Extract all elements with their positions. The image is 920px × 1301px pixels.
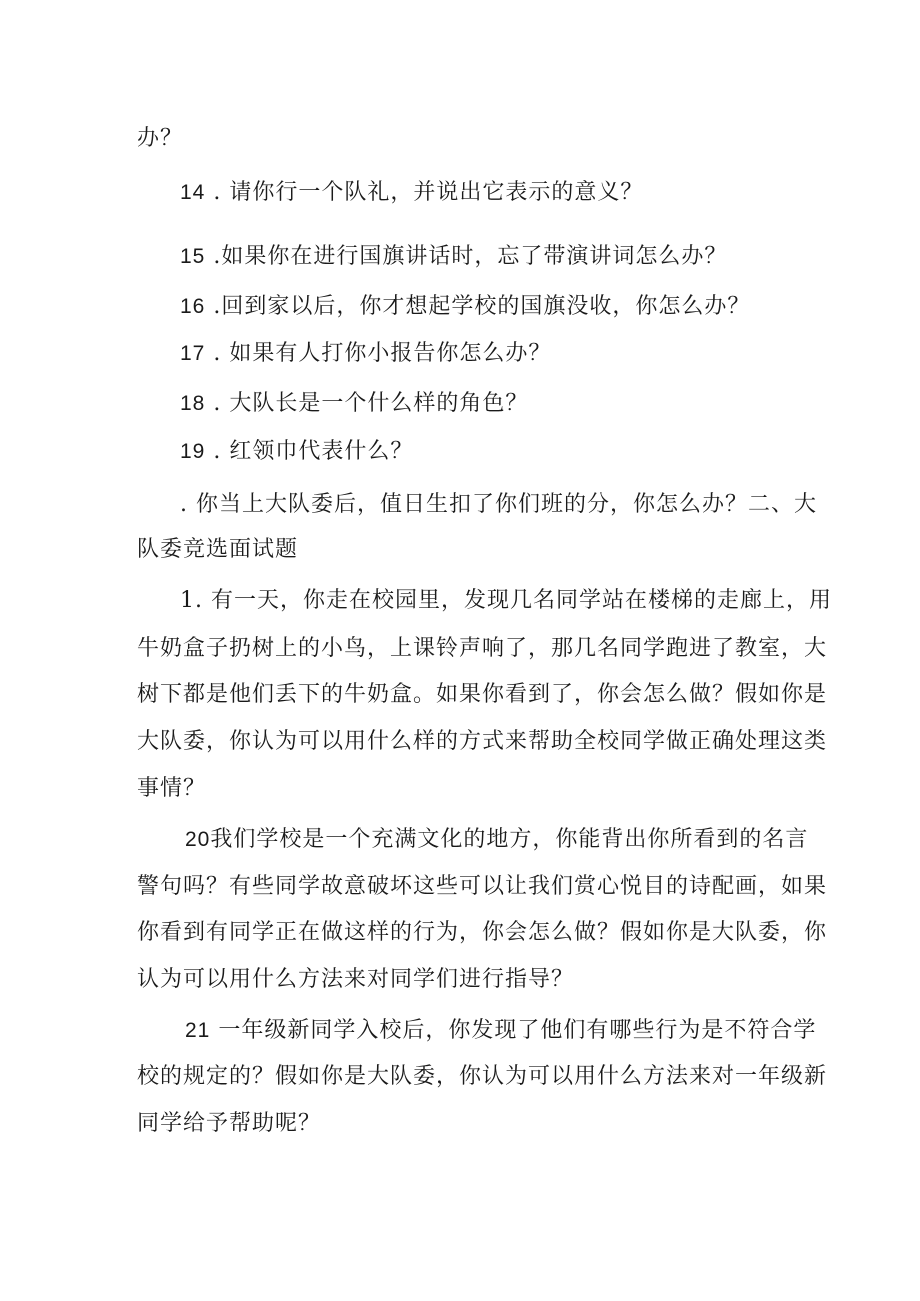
paragraph-number: 21 [185,1019,211,1042]
question-text: .回到家以后，你才想起学校的国旗没收，你怎么办？ [205,294,751,319]
paragraph-text: 一年级新同学入校后，你发现了他们有哪些行为是不符合学 [210,1018,817,1043]
paragraph-number: 20 [185,828,211,851]
question-text: . 大队长是一个什么样的角色？ [205,391,529,416]
paragraph-line: 牛奶盒子扔树上的小鸟，上课铃声响了，那几名同学跑进了教室，大 [137,636,828,661]
question-17 [180,343,551,365]
paragraph-first-line [185,1020,816,1042]
question-text: .如果你在进行国旗讲话时，忘了带演讲词怎么办？ [205,244,728,269]
question-text: . 请你行一个队礼，并说出它表示的意义？ [205,180,644,205]
question-number: 17 [180,342,206,365]
text-line: 办？ [137,126,184,151]
question-number: 19 [180,440,206,463]
paragraph-line: 警句吗？有些同学故意破坏这些可以让我们赏心悦目的诗配画，如果 [137,874,828,899]
question-19 [180,441,413,463]
paragraph-line: 树下都是他们丢下的牛奶盒。如果你看到了，你会怎么做？假如你是 [137,682,828,707]
paragraph-line: 队委竞选面试题 [137,537,299,562]
paragraph-line: 认为可以用什么方法来对同学们进行指导？ [137,967,575,992]
paragraph-line: 大队委，你认为可以用什么样的方式来帮助全校同学做正确处理这类 [137,729,828,754]
question-14 [180,182,643,204]
paragraph-first-line [185,829,808,851]
question-18 [180,393,528,415]
paragraph-line: 校的规定的？假如你是大队委，你认为可以用什么方法来对一年级新 [137,1064,828,1089]
paragraph-line: 1. 有一天，你走在校园里，发现几名同学站在楼梯的走廊上，用 [180,588,832,613]
question-number: 16 [180,295,206,318]
question-number: 14 [180,181,206,204]
paragraph-line: . 你当上大队委后，值日生扣了你们班的分，你怎么办？二、大 [180,492,817,517]
question-16 [180,296,750,318]
paragraph-line: 你看到有同学正在做这样的行为，你会怎么做？假如你是大队委，你 [137,920,828,945]
paragraph-text: 我们学校是一个充满文化的地方，你能背出你所看到的名言 [210,827,809,852]
question-number: 15 [180,245,206,268]
paragraph-line: 同学给予帮助呢？ [137,1111,322,1136]
question-text: . 红领巾代表什么？ [205,439,414,464]
question-number: 18 [180,392,206,415]
paragraph-line: 事情？ [137,776,207,801]
question-text: . 如果有人打你小报告你怎么办？ [205,341,552,366]
question-15 [180,246,727,268]
